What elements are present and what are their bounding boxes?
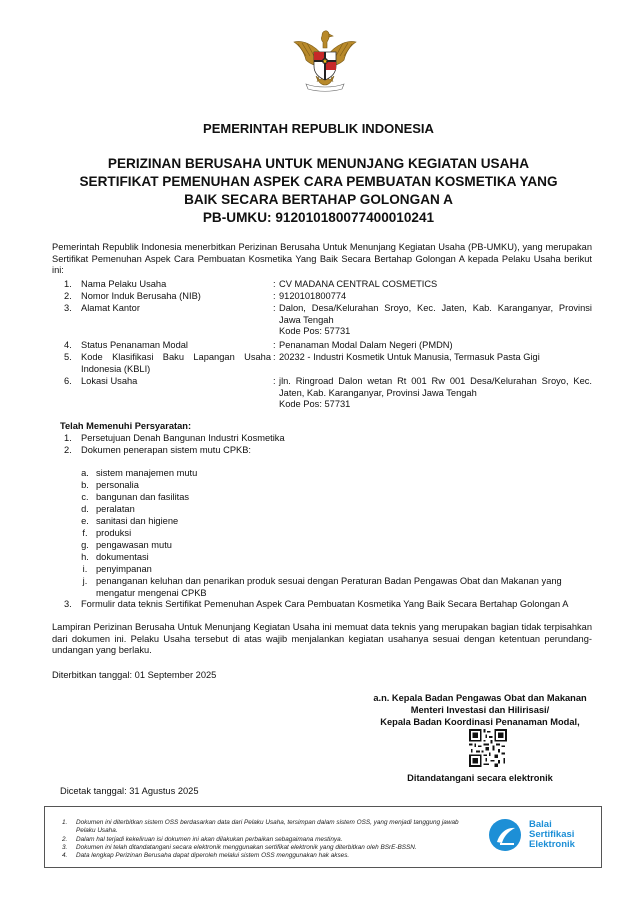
detail-key: Nomor Induk Berusaha (NIB) [81,291,201,301]
certificate-page: PEMERINTAH REPUBLIK INDONESIA PERIZINAN BERUSAHA UNTUK MENUNJANG KEGIATAN USAHA SERTIFIKAT PEMENUHAN ASPEK CARA PEMBUATAN KOSMETIKA YANG BAIK SECARA BERTAHAP GOLONGAN A PB-UMKU: 912010180077400010241 Pemerintah Republik Indonesia menerbitkan Perizinan Berusaha Untuk Menunjang Kegiatan Usaha (PB-UMKU), yang merupakan Sertifikat Pemenuhan Aspek Cara Pembuatan Kosmetika Yang Baik Secara Bertahap Golongan A kepada Pelaku Usaha berikut ini: 1. Nama Pelaku Usaha : CV MADANA CENTRAL COSMETICS 2. Nomor Induk Berusaha (NIB) : 9120101800774 3. Alamat Kantor : Dalon, Desa/Kelurahan Sroyo, Kec. Jaten, Kab. Karanganyar, Provinsi Jawa Tengah Kode Pos: 57731 4. Status Penanaman Modal : Penanaman Modal Dalam Negeri (PMDN) 5. Kode Klasifikasi Baku Lapangan Usaha Indonesia (KBLI) : 20232 - Industri Kosmetik Untuk Manusia, Termasuk Pasta Gigi 6. Lokasi Usaha : jln. Ringroad Dalon wetan Rt 001 Rw 001 Desa/Kelurahan Sroyo, Kec. Jaten, Kab. Karanganyar, Provinsi Jawa Tengah Kode Pos: 57731 Telah Memenuhi Persyaratan: 1. Persetujuan Denah Bangunan Industri Kosmetika 2. Dokumen penerapan sistem mutu CPKB: a. sistem manajemen mutu b. personalia c. bangunan dan fasilitas d. peralatan e. sanitasi dan higiene f. produksi g. pengawasan mutu h. dokumentasi i. penyimpanan j. penanganan keluhan dan penarikan produk sesuai dengan Peraturan Badan Pengawas Obat dan Makanan yang mengatur mengenai CPKB 3. Formulir data teknis Sertifikat Pemenuhan Aspek Cara Pembuatan Kosmetika Yang Baik Secara Bertahap Golongan A Lampiran Perizinan Berusaha Untuk Menunjang Kegiatan Usaha ini memuat data teknis yang merupakan bagian tidak terpisahkan dari dokumen ini. Pelaku Usaha tersebut di atas wajib menjalankan kegiatan usahanya sesuai dengan ketentuan perundang-undangan yang berlaku. Diterbitkan tanggal: 01 September 2025 a.n. Kepala Badan Pengawas Obat dan Makanan Menteri Investasi dan Hilirisasi/ Kepala Badan Koordinasi Penanaman Modal, Ditandatangani secara elektronik Dicetak tanggal: 31 Agustus 2025 1. Dokumen ini diterbitkan sistem OSS berdasarkan data dari Pelaku Usaha, tersimpan dalam sistem OSS, yang menjadi tanggung jawab Pelaku Usaha. 2. Dalam hal terjadi kekeliruan isi dokumen ini akan dilakukan perbaikan sebagaimana mestinya. 3. Dokumen ini telah ditandatangani secara elektronik menggunakan sertifikat elektronik yang diterbitkan oleh BSrE-BSSN. 4. Data lengkap Perizinan Berusaha dapat diperoleh melalui sistem OSS menggunakan hak akses. Balai Sertifikasi Elektronik [0,0,637,900]
requirement-number: 3. [64,599,72,609]
detail-key: Alamat Kantor [81,303,140,313]
electronic-signature-note: Ditandatangani secara elektronik [407,773,553,783]
bsre-logo-icon [488,818,522,852]
detail-number: 4. [64,340,72,350]
signatory-line-2: Menteri Investasi dan Hilirisasi/ [410,705,550,715]
issued-date: Diterbitkan tanggal: 01 September 2025 [52,670,217,680]
title-line-2: SERTIFIKAT PEMENUHAN ASPEK CARA PEMBUATAN KOSMETIKA YANG [79,174,558,189]
requirement-number: 1. [64,433,72,443]
title-line-3: BAIK SECARA BERTAHAP GOLONGAN A [184,192,453,207]
office-address: Dalon, Desa/Kelurahan Sroyo, Kec. Jaten, Kab. Karanganyar, Provinsi Jawa Tengah [279,303,592,325]
signatory-line-1: a.n. Kepala Badan Pengawas Obat dan Makanan [373,693,587,703]
printed-date: Dicetak tanggal: 31 Agustus 2025 [60,786,199,796]
bsre-line-2: Sertifikasi [529,829,575,840]
requirement-number: 2. [64,445,72,455]
requirement-text: Persetujuan Denah Bangunan Industri Kosmetika [81,433,285,443]
pb-umku-number: PB-UMKU: 912010180077400010241 [202,210,435,225]
detail-key: Status Penanaman Modal [81,340,188,350]
bsre-line-3: Elektronik [529,839,575,850]
detail-number: 3. [64,303,72,313]
detail-number: 5. [64,352,72,362]
requirements-heading: Telah Memenuhi Persyaratan: [60,421,192,431]
business-name: CV MADANA CENTRAL COSMETICS [279,279,438,289]
office-postal-code: Kode Pos: 57731 [279,326,351,337]
location-postal-code: Kode Pos: 57731 [279,399,351,410]
business-location: jln. Ringroad Dalon wetan Rt 001 Rw 001 Desa/Kelurahan Sroyo, Kec. Jaten, Kab. Karanganyar, Provinsi Jawa Tengah [279,376,592,398]
detail-number: 2. [64,291,72,301]
detail-key: Nama Pelaku Usaha [81,279,167,289]
bsre-logo-text [529,820,575,850]
document-title [40,155,597,227]
requirement-text: Formulir data teknis Sertifikat Pemenuhan Aspek Cara Pembuatan Kosmetika Yang Baik Secara Bertahap Golongan A [81,599,569,609]
nib-value: 9120101800774 [279,291,347,301]
detail-number: 6. [64,376,72,386]
detail-number: 1. [64,279,72,289]
signatory-line-3: Kepala Badan Koordinasi Penanaman Modal, [380,717,580,727]
title-line-1: PERIZINAN BERUSAHA UNTUK MENUNJANG KEGIATAN USAHA [107,156,530,171]
requirement-text: Dokumen penerapan sistem mutu CPKB: [81,445,252,455]
qr-code-icon[interactable] [469,729,507,767]
kbli-value: 20232 - Industri Kosmetik Untuk Manusia, Termasuk Pasta Gigi [279,352,540,362]
detail-key: Kode Klasifikasi Baku Lapangan Usaha Indonesia (KBLI) [81,352,271,374]
investment-status: Penanaman Modal Dalam Negeri (PMDN) [279,340,453,350]
closing-paragraph: Lampiran Perizinan Berusaha Untuk Menunjang Kegiatan Usaha ini memuat data teknis yang merupakan bagian tidak terpisahkan dari dokumen ini. Pelaku Usaha tersebut di atas wajib menjalankan kegiatan usahanya sesuai dengan ketentuan perundang-undangan yang berlaku. [52,622,592,656]
garuda-pancasila-emblem-icon [292,26,358,94]
bsre-line-1: Balai [529,819,552,830]
intro-paragraph: Pemerintah Republik Indonesia menerbitkan Perizinan Berusaha Untuk Menunjang Kegiatan Usaha (PB-UMKU), yang merupakan Sertifikat Pemenuhan Aspek Cara Pembuatan Kosmetika Yang Baik Secara Bertahap Golongan A kepada Pelaku Usaha berikut ini: [52,242,592,276]
government-heading: PEMERINTAH REPUBLIK INDONESIA [203,121,434,136]
detail-key: Lokasi Usaha [81,376,138,386]
